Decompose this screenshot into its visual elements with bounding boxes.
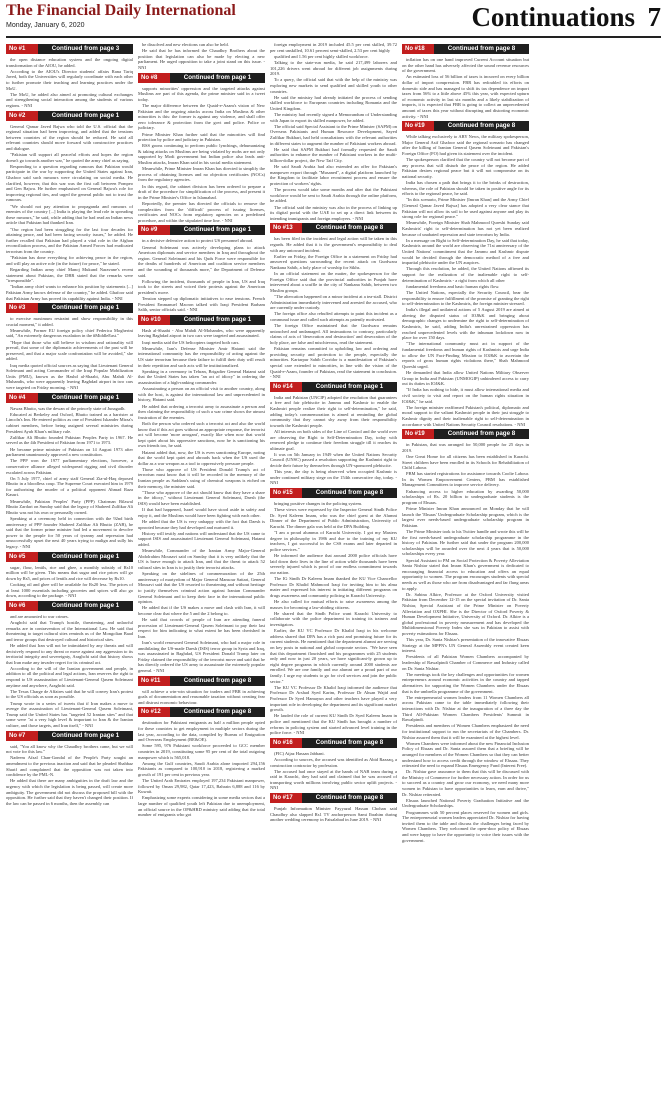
paragraph: in a decisive defensive action to protect US personnel abroad. xyxy=(142,238,254,244)
column-3 xyxy=(270,42,397,1114)
paragraph: "Hope that those who still believe in wisdom and rationality will prevail, that some of the diplomatic achievements of the past will be preserved, and that a major scale confrontation will be avoided," she added. xyxy=(6,339,133,362)
story-number: No #6 xyxy=(6,601,38,611)
continuation-header xyxy=(6,601,133,611)
paragraph: On 5 July 1977, chief of army staff General Zia-ul-Haq deposed Bhutto in a bloodless coup. The Supreme Court executed him in 1979 for authorising the murder of a political opponent Ahmad Raza Kasuri. xyxy=(6,475,133,498)
continuation-header xyxy=(138,73,265,83)
paragraph: Speaking on the sidelines of commemoration of the 25th anniversary of martyrdom of Major General Mansour Sattari, General Mousavi said that the US resorted to threatening and without heritage to justify themselves criminal action against Iranian Commander General Soleimani and to keep their face in the international public opinion. xyxy=(138,571,265,605)
article-body xyxy=(138,42,265,71)
continued-from-label: Continued from page 8 xyxy=(302,793,397,803)
paragraph: He added that the US is very unhappy with the fact that Daesh is uprooted because they had developed and nurtured it. xyxy=(138,519,265,530)
continuation-header xyxy=(402,121,529,131)
page-number: 7 xyxy=(647,2,661,32)
article-continuation xyxy=(270,488,397,736)
article-body xyxy=(402,57,529,119)
article-continuation xyxy=(138,676,265,706)
paragraph: He said the ministry had already initiated the process of sending skilled workforce to European countries including Romania and the United Kingdom. xyxy=(270,94,397,111)
paragraph: Cooking oil and ghee will be available for Rs20 less. The prices of at least 1000 essentials including groceries and spices will also go down, according to the package. - NNI xyxy=(6,581,133,599)
article-body xyxy=(138,689,265,706)
story-number: No #17 xyxy=(270,793,302,803)
article-body xyxy=(402,442,529,843)
article-body xyxy=(270,806,397,823)
paragraph: Earlier, the KU VC Professor Dr Khalid Iraqi in his welcome address shared that DPA has a rich past and promising future for its current students. He mentioned that the department alumni are serving on key posts in national and global corporate sectors. "We have seen that this department flourished and his programmes with 25 students only and now in just 20 years, we have significant-ly grown up to eight degree programs in which currently around 2000 students are enrolled. We are one family and our alumni are a proud part of our family. I urge my students to go for civil services and join the public sector." xyxy=(270,628,397,684)
paragraph: Meanwhile, Foreign Minister Shah Mahmood Qureshi Sunday said Kashmiris' right to self-determination has not yet been realized because of unabated repression and state terrorism by India. xyxy=(402,220,529,237)
article-body xyxy=(6,565,133,599)
paragraph: Meanwhile, Prime Minister Imran Khan has directed to simplify the process of obtaining licenses and no objection certificates (NOCs) from the regulatory agencies. xyxy=(138,166,265,183)
paragraph: "If India has nothing to hide, it must allow international media and civil society to visit and report on the human rights situation in IOJ&K," he said. xyxy=(402,387,529,404)
article-body xyxy=(138,238,265,313)
article-columns xyxy=(6,42,661,1114)
paragraph: The Prime Minister took to his Twitter handle and wrote this will be the first needs-based undergraduate scholarship programme in the history of Pakistan. He further said that under the program 200,000 scholarships will be awarded over the next 4 years that is 50,000 scholarships every year. xyxy=(402,529,529,557)
column-2 xyxy=(138,42,265,1114)
paragraph: Special Assistant to PM on Social Protection & Poverty Alleviation Sania Nishtar stated that Imran Khan's government is dedicated to encouraging financial access to education and offers an equal opportunity to women. The program encourages students with special needs as well as those who are from disadvantaged and far flung areas to apply. xyxy=(402,557,529,591)
paragraph: Nawaz Bhutto, was the dewan of the princely state of Junagadh. xyxy=(10,405,126,411)
paragraph: He lauded the role of current KU Sindh Dr Syed Kaleem Imam in police and mentioned that the KU Sindh has brought a number of reforms in policing system and started advanced level training in the police force. - NNI xyxy=(270,713,397,736)
paragraph: While talking exclusively to ARY News, the military spokesperson, Major General Asif Ghafoor said the regional scenario has changed after the killing of Iranian General Qasem Soleimani and Pakistan's Foreign Office (FO) had given its statement over the incident. xyxy=(402,134,529,156)
continuation-header xyxy=(402,44,529,54)
paragraph: Presidents and members of Women Chambers emphasized the need for institutional support to run the secretariats of the Chambers. Dr. Nishtar assured them that it will be examined at the highest level. xyxy=(402,723,529,740)
paragraph: If that had happened, Israel would have stood aside in safety and enjoy it, and the Muslims would have been fighting with each other. xyxy=(138,507,265,518)
continuation-header xyxy=(270,488,397,498)
paragraph: Programmes with 50 percent places reserved for women and girls. The entrepreneurial women leaders appreciated Dr. Nishtar for having invited them to the table and discuss the challenges being faced by Women Chambers. They welcomed the open-door policy of Ehsaas and were happy to have the opportunity to voice their issues with the government. xyxy=(402,809,529,843)
article-continuation xyxy=(6,601,133,729)
continued-from-label: Continued from page 8 xyxy=(434,44,529,54)
article-continuation xyxy=(402,121,529,427)
paragraph: the open distance education system and the ongoing digital transformation of the AIOU, he added. xyxy=(6,57,133,68)
article-continuation xyxy=(270,793,397,823)
continuation-header xyxy=(6,731,133,741)
continued-from-label: Continued from page 1 xyxy=(38,111,133,121)
continued-from-label: Continued from page 1 xyxy=(38,552,133,562)
paragraph: said, "You all know why the Chaudhry brothers came, but we will not vote for this law." xyxy=(6,743,133,755)
paragraph: The foreign office also rebuffed attempts to paint this incident as a communal issue and called such attempts as patently motivated. xyxy=(270,311,397,323)
paragraph: It was on 5th January in 1949 when the United Nations Security Council (UNSC) passed a resolution supporting the Kashmiri right to decide their future by themselves through UN-sponsored plebiscite. xyxy=(270,451,397,469)
paragraph: Some 595, 976 Pakistani workforce proceeded to GCC member countries in 2019, constituting some 95 per cent of the total outgoing manpower which is 565,018. xyxy=(138,743,265,760)
paragraph: Earlier on Friday, the Foreign Office in a statement on Friday had answered questions surrounding the recent attack on Gurdwara Nankana Sahib, a holy place of worship for Sikhs. xyxy=(270,253,397,270)
article-continuation xyxy=(6,111,133,302)
paragraph: Araghchi said that Trump's hostile, threatening, and unlawful remarks are in contravention of the International Law. He said that threatening to target cultural sites reminds us of the Mongolian Baad and terror groups that destroyed cultural and historical sites. xyxy=(6,619,133,642)
paragraph: All interests on both sides of the Line of Control and the world over are observing the Right to Self-Determination Day, today with renewed pledge to continue their freedom struggle till it reaches its ultimate goal. xyxy=(270,428,397,451)
paragraph: He also called for mutual efforts to raise awareness among the masses for becoming a law-abiding citizens. xyxy=(270,599,397,610)
paragraph: Through this resolution, he added, the United Nations affirmed its support for the realization of the inalienable right to self-determination of Kashmiris - a right from which all other xyxy=(402,266,529,283)
issue-date: Monday, January 6, 2020 xyxy=(6,22,85,29)
continued-from-label: Continued from page 8 xyxy=(302,738,397,748)
paragraph: History will testify and nations will understand that the US came to support ISIS and assassinated Lieutenant General Soleimani, Hatami added. xyxy=(138,530,265,547)
story-number: No #18 xyxy=(402,44,434,54)
article-continuation xyxy=(402,429,529,843)
article-continuation xyxy=(6,731,133,807)
paragraph: "Our region had been struggling for the last four decades for attaining peace, and had been facing security issues," he added. He further recalled that Pakistan had played a vital role in the Afghan reconciliation process, and the Pakistan Armed Forces had eradicated terrorism from the country. xyxy=(6,226,133,254)
paragraph: The KU VC Professor Dr Khalid Iraqi informed the audience that Professor Dr Arshad Syed Karim, Professor Dr Ahsan Wajid and Professor Dr Syed Hamayun and other teachers have played a very important role in developing the department and its significant market growth. xyxy=(270,684,397,713)
continuation-header xyxy=(6,44,133,54)
paragraph: destination for Pakistani emigrants as half a million people opted for these countries to get employment in multiple sectors during the last year, according to the data, compiled by Bureau of Emigration and Overseas Employment (BE&OE). xyxy=(138,720,265,743)
paragraph: The entrepreneurial women leaders from 11 Women Chambers all across Pakistan came to the table immediately following their interactions with Dr. Nishtar at the inauguration of a three day the Third All-Pakistan Women Chambers Presidents' Summit in Rawalpindi. xyxy=(402,694,529,723)
paragraph: "Pakistan will support all peaceful efforts and hopes the region doesn't go towards another war," he quoted the army chief as saying. xyxy=(6,152,133,163)
article-continuation xyxy=(6,44,133,109)
paragraph: Iraq media quoted official sources as saying that Lieutenant General Soleimani and acting Commander of the Iraqi Popular Mobilization Units (PMU), known as the Hashd al-Shaabi, Abu Mahdi Al-Muhandis, who were apparently leaving Baghdad airport in two cars were targeted on Friday morning. - NNI xyxy=(6,362,133,390)
paragraph: Meanwhile, Commander of the Iranian Army Major-General Abdolrahim Mousavi said on Sunday that it is very unlikely that the US is brave enough to attack Iran, and that the threat to attack 52 cultural sites in Iran is to justify their terrorist attacks. xyxy=(138,548,265,570)
continuation-header xyxy=(138,676,265,686)
continuation-header xyxy=(270,738,397,748)
paragraph: "In this scenario, Prime Minister [Imran Khan] and the Army Chief [General Qamar Javed Bajwa] has adopted a very clear stance that Pakistan will not allow its soil to be used against anyone and play its strong role for regional peace." xyxy=(402,197,529,220)
paragraph: He demanded that India allow United Nations Military Observer Group in India and Pakistan (UNMOGIP) unhindered access to carry out its duties in IOJ&K. xyxy=(402,370,529,387)
paragraph: The accused had once stayed at the hands of NAB team during a raid in Karachi, they had said and claimed that he was accused of transporting worth millions involving public sector uplift projects. - NNI xyxy=(270,768,397,791)
paragraph: Hatami added that, now, the US is even sanctioning Europe, noting that the world kept quiet and abroads back when the US used the dollar as a war weapon as a tool to oppressively pressure people. xyxy=(138,449,265,466)
article-continuation xyxy=(6,552,133,599)
paragraph: He informed the audience that around 2000 police officials have laid down their lives in the line of action while thousands have been severely injured which is proof of our endless commitment towards our nation. xyxy=(270,553,397,575)
article-continuation xyxy=(138,73,265,224)
paragraph: has been filed in the incident and legal action will be taken in this regards. He added that it is the government's responsibility to deal with any untoward incident. xyxy=(270,236,397,253)
paragraph: General Soleimani was actively developing plans to attack American diplomats and service members in Iraq and throughout the region. General Soleimani and his Quds Force were responsible for the deaths of hundreds of American and coalition service members and the wounding of thousands more," the Department of Defense said. xyxy=(138,244,265,278)
continued-from-label: Continued from page 1 xyxy=(38,303,133,313)
paragraph: Assassinating a person on an official visit to another country, along with the host, is against the international law and unprecedented in history, Hatami said. xyxy=(138,386,265,403)
article-continuation xyxy=(6,393,133,550)
paragraph: These views were expressed by the Inspector General Sindh Police Dr. Syed Kaleem Imam, who was the chief guest at the Alumni Dinner of the Department of Public Administration, University of Karachi. The dinner gala was held at the DPA Building. xyxy=(270,507,397,529)
paragraph: "The altercation happened on a minor incident at a tea-stall. District Administration immediately intervened and arrested the accused, who are currently under custody. xyxy=(270,294,397,311)
continuation-header xyxy=(6,393,133,403)
continued-from-label: Continued from page 1 xyxy=(38,601,133,611)
paragraph: He added that ordering a terrorist army to assassinate a person and then claiming the responsibility of such a war crime shows the utmost frustration of the enemies. xyxy=(138,403,265,420)
continuation-header xyxy=(270,223,397,233)
paragraph: Dr. Nishtar gave assurance to them that this will be discussed with the Ministry of Commerce for further necessary action. In order for us to succeed as a country and grow our economy, we need many more women in Pakistan to have opportunities to learn, earn and thrive," Dr. Nishtar reiterated. xyxy=(402,769,529,797)
paragraph: inflation has on one hand improved Current Account situation but on the other hand has adversely affected the sound revenue resources of the government. xyxy=(402,57,529,74)
article-body xyxy=(270,395,397,486)
article-body xyxy=(270,751,397,791)
paragraph: and are amounted to war crimes. xyxy=(10,613,69,619)
story-number: No #8 xyxy=(138,73,170,83)
story-number: No #5 xyxy=(6,552,38,562)
article-body xyxy=(6,57,133,109)
paragraph: India's illegal and unilateral actions of 5 August 2019 are aimed at altering the disputed status of IOJ&K and bringing about demographic changes to undermine the right to self-determination of Kashmiris, he said, adding India's unrestrained oppression has reached unprecedented levels with the inhuman lockdown now in place for over 150 days. xyxy=(402,307,529,341)
paragraph: An estimated loss of 56 billion of taxes is incurred on every billion dollar of import compression. FBR has redoubled its efforts on domestic side and has managed to shift its tax dependence on import taxes from 56% to a little above 45% this year, with expected upturn of economic activity in last six months and a likely stabilization of imports, it is expected that FBR is going to collect an unprecedented amount of taxes this year without disrupting and distorting economic activity. - NNI xyxy=(402,74,529,119)
continuation-header xyxy=(270,793,397,803)
paragraph: Educated at Berkeley and Oxford, Bhutto trained as a barrister at Lincoln's Inn. He entered politics as one of President Iskander Mirza's cabinet members, before being assigned several ministries during President Ayub Khan's military rule. xyxy=(6,411,133,434)
paragraph: India and Pakistan (UNCIP) adopted the resolution that guarantees a free and fair plebiscite in Jammu and Kashmir to enable the Kashmiri people realize their right to self-determination," he said, adding today's commemoration is aimed at reminding the global community that they cannot shy away from their responsibility towards the Kashmiri people. xyxy=(270,394,397,428)
paragraph: The foreign minister reaffirmed Pakistan's political, diplomatic and moral support to the valiant Kashmiri people in their just struggle to Kashmir dignity and their inalienable right to self-determination in accordance with United Nations Security Council resolutions. - NNI xyxy=(402,404,529,427)
article-continuation xyxy=(270,42,397,221)
article-continuation xyxy=(138,707,265,817)
paragraph: Pakistan remains committed to upholding law and ordering and providing security and protection to the people, especially the minorities. Kartarpur Sahib Corridor is a manifestation of Pakistan's special care extended to minorities, in line with the vision of the Quaid-e-Azam, founder of Pakistan, read the statement in conclusion. - NNI xyxy=(270,346,397,380)
paragraph: He became prime minister of Pakistan on 14 August 1973 after parliament unanimously approved a new constitution. xyxy=(6,446,133,458)
article-body xyxy=(6,406,133,550)
paragraph: General Qamar Javed Bajwa who told the U.S. official that the regional situation had been improving, and added that the tensions between countries of the region should be reduced. He said all relevant countries should move forward with constructive practices and dialogue. xyxy=(6,123,133,151)
continuation-header xyxy=(6,552,133,562)
paragraph: Presidents of all Pakistan Women Chambers accompanied by leadership of Rawalpindi Chamber of Commerce and Industry called on Dr. Sania Nishtar. xyxy=(402,654,529,671)
article-body xyxy=(6,124,133,302)
paragraph: India has chosen a path that brings it to the brinks of destruction, whereas, the role of Pakistan should be taken in positive angle for its efforts to the regional peace, he said. xyxy=(402,180,529,197)
paragraph: Reportedly, the premier has directed the officials to remove the complexities from the 'difficult' process of issuing licenses, certificates and NOCs from regulatory agencies on a predefined procedure, and within the stipulated time line. - NNI xyxy=(138,201,265,223)
paragraph: The MoU, he added also aimed at promoting cultural exchanges and strengthening social interaction among the students of various regions. - NNI xyxy=(6,91,133,108)
story-number: No #12 xyxy=(138,707,170,717)
article-body xyxy=(270,236,397,379)
article-body xyxy=(270,42,397,221)
column-1 xyxy=(6,42,133,1114)
paragraph: He said that crowds of people of Iran are attending funeral procession of Lieutenant-General Qasem Soleimani to pay their last respect for him indicating to what extent he has been cherished in Iran. xyxy=(138,617,265,639)
article-continuation xyxy=(6,303,133,391)
paragraph: Iran's world renowned General Soleimani, who had a major role in annihilating the US-made Daesh (ISIS) terror group in Syria and Iraq, was assassinated in Baghdad, US President Donald Trump later on Friday claimed the responsibility of the terrorist move and said that he has directly ordered the US army to assassinate the extremely popular general. - NNI xyxy=(138,640,265,673)
continued-from-label: Continued from page 8 xyxy=(434,121,529,131)
story-number: No #13 xyxy=(270,223,302,233)
paragraph: Those who approve of US President Donald Trump's act of terrorism must know that it will be recorded in the memory of the Iranian people as Saddam's using of chemical weapons is etched on their memory, the minister said. xyxy=(138,466,265,489)
continued-from-label: Continued from page 8 xyxy=(170,676,265,686)
continuation-header xyxy=(6,111,133,121)
paragraph: Hash al-Shaabi - Abu Mahdi Al-Mohandes, who were apparently leaving Baghdad airport in two cars were targeted and assassinated. xyxy=(138,327,265,339)
paragraph: Prime Minister Khan further said that the minorities will find protection by police and judiciary in Pakistan. xyxy=(138,131,265,143)
article-body xyxy=(138,720,265,817)
paragraph: Iraqi media said the US helicopters targeted both cars. xyxy=(142,339,240,345)
paragraph: qualified and 1.56 per cent highly skilled workforce. xyxy=(274,53,369,59)
continued-from-label: Continued from page 1 xyxy=(170,73,265,83)
paragraph: in Pakistan, that was arranged for 50,000 people for 25 days in 2019. xyxy=(402,442,529,453)
paragraph: He said that he has informed the Chaudhry Brothers about the position that legislation can also be made by electing a new parliament. He urged opposition to take a joint stand on this issue. - NNI xyxy=(138,48,265,70)
paragraph: "Those who approve of the act should know that they have a share in the idiocy," without Lieutenant General Soleimani, Daesh (the ISIS) would have been established. xyxy=(138,489,265,507)
column-4 xyxy=(402,42,529,1114)
paragraph: "Indian army chief wants to enhance his position by statements [...] Pakistan Army knows defense of the country," he added. Ghafoor said that Pakistan Army has proved its capability against India. - NNI xyxy=(6,284,133,301)
story-number: No #3 xyxy=(6,303,38,313)
paragraph: Zulfikar Ali Bhutto founded Pakistan Peoples Party in 1967. He served as the 4th President of Pakistan from 1971 to 1973. xyxy=(6,434,133,446)
paragraph: In an official statement on the matter, the spokesperson for the Foreign Office said that the provincial authorities in Punjab have intervened about a scuffle in the city of Nankana Sahib, between two Muslim groups. xyxy=(270,271,397,293)
paragraph: To a query, the official said that with the help of the ministry was exploring new markets to send qualified and skilled youth to other countries. xyxy=(270,77,397,94)
paragraph: This year, Dr. Sania Nishtar's presentation of the innovative Ehsaas Strategy at the MPPN's UN General Assembly event created keen interest. xyxy=(402,637,529,654)
paragraph: He added that if the US makes a move and clash with Iran, it will become clear that where the 5 and the 2 belong to. xyxy=(138,605,265,616)
paragraph: will achieve a win-win situation for traders and FBR in achieving goals of documentation and reasonable taxation without creating fear and distrust economic behaviour. xyxy=(138,688,265,705)
continuation-header xyxy=(270,382,397,392)
continued-from-label: Continued from page 1 xyxy=(170,225,265,235)
article-continuation xyxy=(402,44,529,119)
masthead xyxy=(6,0,661,38)
continuation-header xyxy=(138,315,265,325)
paragraph: The foreign Office maintained that the Gurdwara remains untouched and undamaged. All insinuations to contrary, particularly claims of acts of 'desecration and destruction' and desecration of the holy place, are false and mischievous, read the statement. xyxy=(270,323,397,345)
paragraph: The official said Special Assistant to the Prime Minister (SAPM) on Overseas Pakistanis and Human Resource Development, Sayed Zulfikar Bukhari, had held consultations with the relevant authorities in different states to augment the number of Pakistani workers abroad. xyxy=(270,123,397,146)
paragraph: The meetings took the key challenges and opportunities for women entrepreneurs around economic activities in the country and tapped alternatives for supporting the Women Chambers under the Ehsaas that is the umbrella programme of the government. xyxy=(402,671,529,694)
paragraph: be dissolved and new elections can also be held. xyxy=(142,42,229,47)
paragraph: Among the Gulf countries, Saudi Arabia alone imported 294,156 Pakistanis as compared to 100,910 in 2018, registering a marked growth of 191 per cent in previous year. xyxy=(138,760,265,777)
continued-from-label: Continued from page 3 xyxy=(38,44,133,54)
newspaper-name: The Financial Daily International xyxy=(6,2,236,19)
continuation-header xyxy=(6,303,133,313)
story-number: No #14 xyxy=(270,382,302,392)
paragraph: foreign employment in 2019 included 45.5 per cent skilled, 39.72 per cent unskilled, 10.61 percent semi-skilled, 2.53 per cent highly xyxy=(270,42,397,53)
article-continuation xyxy=(270,738,397,791)
paragraph: He said Saudi Arabia had also extended an offer for Pakistan's manpower export through "Musaned", a digital platform launched by the Kingdom to facilitate labor recruitment process and ensure the protection of workers' rights. xyxy=(270,164,397,186)
paragraph: Talking to the state-run media, he said 217,499 laborers and 101,226 drivers went abroad for different job assignments during 2019. xyxy=(270,59,397,77)
article-continuation xyxy=(270,382,397,486)
paragraph: Speaking in a ceremony in Tehran, Brigadier General Hatami said that the United States has taken "an act of idiocy" in ordering the assassination of a high-ranking commander. xyxy=(138,368,265,385)
continued-from-label: Continued from page 1 xyxy=(170,315,265,325)
paragraph: He added that Iran will not be intimidated by any threats and will decisively respond to any threat or move against any aggression to its territorial integrity and sovereignty, Araghchi said that history shows that Iran make any invader regret for its criminal act. xyxy=(6,642,133,665)
paragraph: "I am a proud alumnus of Karachi University. I got my Masters degree in philosophy in 1986 and due to the training of my KU teachers, I got successful in the CSS exams and later departed in police services." xyxy=(270,530,397,552)
paragraph: Speaking at a ceremony held in connection with the 92nd birth anniversary of PPP founder Shaheed Zulfikar Ali Bhutto (ZAB), he said that the former prime minister had led a movement to devolve power to the people for 50 years of tyranny and repression had unsuccessfully upset the nest 40 years trying to malign and sully his legacy. - NNI xyxy=(6,516,133,549)
paragraph: Meanwhile, Pakistan Peoples' Party (PPP) Chairman Bilawal Bhutto Zardari on Sunday said that the legacy of Shaheed Zulfikar Ali Bhutto was not his own or personally owned. xyxy=(6,498,133,515)
paragraph: The IG Sindh Dr Kaleem Imam thanked the KU Vice Chancellor Professor Dr Khalid Mahmood Iraqi for inviting him to his alma mater and expressed his interest in initiating different programs on drugs awareness and community policing in Karachi University. xyxy=(270,576,397,598)
paragraph: Meanwhile, Iran's Defense Minister Amir Hatami said the international community has the responsibility of acting against the US state terrorism because their failure to fulfill their duty will result in their repetition and such acts will be institutionalized. xyxy=(138,345,265,368)
continued-from-label: Continued from page 8 xyxy=(170,707,265,717)
paragraph: The PPP won the 1977 parliamentary elections, however, a conservative alliance alleged widespread rigging and civil disorder escalated across Pakistan. xyxy=(6,458,133,475)
story-number: No #2 xyxy=(6,111,38,121)
paragraph: supports minorities' oppression and the targeted attacks against Muslims are part of this agenda, the prime minister said in a tweet today. xyxy=(138,85,265,102)
article-body xyxy=(270,501,397,736)
story-number: No #16 xyxy=(270,738,302,748)
article-body xyxy=(6,744,133,807)
continued-from-label: Continued from page 1 xyxy=(38,731,133,741)
paragraph: The process would take some months and after that the Pakistani workforce would be sent to Saudi Arabia through the online platform, he added. xyxy=(270,187,397,204)
paragraph: The Texas Charge de Affaires said that he will convey Iran's protest to the US officials as soon as possible. xyxy=(6,688,133,700)
paragraph: Women Chambers were informed about the new Financial Inclusion Policy of Ehsaas and Dr. Sania assured them that a briefing will be arranged for members of the Women Chambers so that they can better understand how to access credit through the window of Ehsaas. They reiterated the need to expand Ehsaas Emergency Fund (Interest Free). xyxy=(402,740,529,769)
article-body xyxy=(402,134,529,427)
paragraph: According to the AIOU's Director students' affairs Rana Tariq Javed, both the Universities will regularly coordinate with each other to further promote their teaching and learning practices under the MoU. xyxy=(6,68,133,91)
paragraph: Enhancing access to higher education by awarding 50,000 scholarships of Rs. 20 billion to undergraduate students is the program of Ehsaas. xyxy=(402,488,529,505)
paragraph: "The international community must act in support of the fundamental freedoms and human rights of Kashmiris and urge India to allow the UN Fact-Finding Mission to IOJ&K to ascertain the reports of gross human rights violations there," Shah Mahmood Qureshi urged. xyxy=(402,341,529,369)
continued-from-label: Continued from page 8 xyxy=(302,223,397,233)
paragraph: The United Nations, especially the Security Council, bear the responsibility to ensure fulfillment of the promise of granting the right to self-determination to the Kashmiris, the foreign minister stressed. xyxy=(402,289,529,307)
article-body xyxy=(6,614,133,729)
story-number: No #19 xyxy=(402,121,434,131)
paragraph: Emphasizing some experts considering in some media sectors that a large number of qualified youth left Pakistan due to unemployment, an official source in the OP&HRD ministry said adding that the total number of emigrants who got xyxy=(138,795,265,818)
paragraph: In this regard, the cabinet division has been ordered to prepare a draft of the procedure for simplification of the process, and present it in the Prime Minister's Office in Islamabad. xyxy=(138,183,265,200)
paragraph: He said that SAPM Bukhari had formally requested the Saudi authorities to enhance the number of Pakistani workers in the multi-billion-dollar project, the New Taif City. xyxy=(270,146,397,164)
paragraph: According to sources, the accused was identified as Abid Razzaq, a construction contractor by profession. xyxy=(270,756,397,768)
paragraph: Punjab Information Minister Fayyazul Hassan Chohan said Chaudhry also slapped Rs1 TV anchorperson Sami Ibrahim during another wedding ceremony in Faisalabad in June 2019. - NNI xyxy=(270,806,397,823)
paragraph: This year, the day is being observed when occupied Kashmir is under continued military siege on the 154th consecutive day, today. - NNI xyxy=(270,469,397,486)
paragraph: He shared that the Sindh Police want Karachi University to collaborate with the police department in training its trainers and investigators. xyxy=(270,610,397,628)
paragraph: bringing positive changes in the policing system. xyxy=(274,501,363,507)
story-number: No #9 xyxy=(138,225,170,235)
continued-from-label: Continued from page 8 xyxy=(434,429,529,439)
continuation-header xyxy=(138,707,265,717)
paragraph: Regarding Indian army chief Manoj Mukund Naravane's recent statement about Pakistan, the DBR stated that the remarks were "irresponsible". xyxy=(6,266,133,284)
paragraph: Dr. Sabina Alkire, Professor at the Oxford University visited Pakistan from December 12-15 on the special invitation of Dr. Sania Nishtar, Special Assistant of the Prime Minister on Poverty Alleviation and OXPHI. She is the Director of Oxford Poverty & Human Development Initiative, University of Oxford. Dr. Alkire is a global professional in poverty measurement and has developed the Multidimensional Poverty Index she was in Pakistan to assist with poverty estimations for Ehsaas. xyxy=(402,591,529,636)
paragraph: The United Arab Emirates employed 197,234 Pakistani manpower, followed by Oman 29,982, Qatar 17,423, Bahrain 6,888 and 116 by Kuwait. xyxy=(138,778,265,795)
story-number: No #1 xyxy=(6,44,38,54)
continued-from-label: Continued from page 8 xyxy=(302,488,397,498)
paragraph: Following the incident, thousands of people in Iran, US and Iraq took to the streets and voiced their protests against the American president's move. xyxy=(138,278,265,295)
paragraph: Nadeem Afzal Chan-Gondal of the People's Party sought an amendment to the previous inaction and said that he pleaded Shahbaz Sharif and complained that the opposition was not taken into confidence by the PML-N. xyxy=(6,755,133,778)
story-number: No #7 xyxy=(6,731,38,741)
story-number: No #4 xyxy=(6,393,38,403)
continued-from-label: Continued from page 1 xyxy=(38,393,133,403)
paragraph: The major difference between the Quaid-e-Azam's vision of New Pakistan and the ongoing attacks across India on Muslims & other minorities is this: the former is against any violence, and shall offer zero tolerance & protection from the govt and police. Police or judiciary. xyxy=(138,102,265,131)
paragraph: PBM has started registrations for assistance towards Coolie Labour. In its Women Empowerment Centers, PBM has established Management Committees to improve service delivery. xyxy=(402,471,529,488)
continuation-header xyxy=(402,429,529,439)
paragraph: The ministry had recently signed a Memorandum of Understanding with Japan to export its skilled manpower, he added. xyxy=(270,112,397,123)
article-body xyxy=(6,316,133,391)
paragraph: (FIC) Aijaz Hassan Jabbani. xyxy=(274,750,325,756)
paragraph: Ehsaas launched National Poverty Graduation Initiative and the Undergraduate Scholarships. xyxy=(402,797,529,809)
paragraph: Responding to a question regarding rumours that Pakistan would participate in the war by supporting the United States against Iran, Ghafoor said such rumours were circulating on social media. He clarified, however, that this war was the first call between Pompeo and Gen Bajwa. He further emphasised on General Bajwa's role for improving regional ties, and urged the general public not to trust the rumours. xyxy=(6,163,133,203)
story-number: No #15 xyxy=(270,488,302,498)
paragraph: He added that there are many ambiguities in the draft law and the urgency with which the legislation is being passed, will create more ambiguity. The government did not discuss the proposed bill with the opposition. He further said that they haven't changed their position. If the law can be passed in 6 months, then the assembly can xyxy=(6,778,133,806)
paragraph: The spokesperson clarified that the country will not become part of any process that will disturb the peace of the region. He added Pakistan desires regional peace but it will not compromise on its national security. xyxy=(402,157,529,179)
paragraph: sugar, flour, lentils, rice and ghee, a monthly subsidy of Rs10 million will be given. This means that sugar and rice prices will go down by Rs5, and prices of lentils and rice will decrease by Rs10. xyxy=(6,564,133,581)
article-continuation xyxy=(138,225,265,313)
paragraph: "Pakistan has done everything for achieving peace in the region, and will play an active role (in the future) for peace," he stated. xyxy=(6,255,133,266)
article-body xyxy=(138,328,265,674)
article-continuation xyxy=(138,315,265,674)
story-number: No #11 xyxy=(138,676,170,686)
story-number: No #19 xyxy=(402,429,434,439)
story-number: No #10 xyxy=(138,315,170,325)
article-body xyxy=(138,86,265,224)
article-continuation xyxy=(270,223,397,379)
paragraph: to exercise maximum restraint and show responsibility in this crucial moment," it added. xyxy=(6,316,133,327)
paragraph: Both the person who ordered such a terrorist act and also the world know that if this act goes without an appropriate response, the terrorist act will become 'more arrogant', exactly like when now that world kept quiet about his oppressive sanctions, now he is sanctioning his own friends too, he said. xyxy=(138,420,265,449)
paragraph: Tension stepped up diplomatic initiatives to ease tensions. French President Emmanuel Macron talked with Iraqi President Barham Salih, senior officials said. - NNI xyxy=(138,296,265,313)
paragraph: According to the will of the Iranian government and people, in addition to all the political and legal actions, Iran reserves the right to respond to US assassination of Lieutenant-General Qasem Soleimani anytime and anywhere, Araghchi said. xyxy=(6,665,133,688)
paragraph: In a message on Right to Self-determination Day, he said that today, Kashmiris around the world are observing the 71st anniversary of the United Nations' commitment that the Jammu and Kashmir dispute would be decided through the democratic method of a free and impartial plebiscite under the UN auspices. xyxy=(402,237,529,266)
paragraph: RSS goons continuing to perform public lynchings, dehumanizing & taking attacks on Muslims are being violated by mobs are not only supported by Modi government but Indian police also leads anti-Muslim attacks, Imran Khan said in his social media statement. xyxy=(138,143,265,166)
continued-from-label: Continued from page 1 xyxy=(302,382,397,392)
section-title: Continuations xyxy=(471,2,635,32)
paragraph: fundamental freedoms and basic human rights flow. xyxy=(406,283,500,289)
paragraph: One Great Home for all citizens has been established in Karachi. Street children have been enrolled in its Schools for Rehabilitation of Child Labour. xyxy=(402,453,529,471)
paragraph: "We should not pay attention to propaganda and rumours of enemies of the country [...] India is playing the lead role in spreading these rumours," he said, while adding that he had read an Indian news article that Pakistan had thanked Iran. xyxy=(6,203,133,226)
paragraph: Meanwhile, Former EU foreign policy chief Federica Mogherini said, "An extremely dangerous escalation in the #MiddleEast." xyxy=(6,327,133,339)
paragraph: The official said the ministry was also in the process of linking up its digital portal with the UAE to set up a direct link between its intending immigrants and foreign employers. - NNI xyxy=(270,204,397,221)
article-continuation xyxy=(138,42,265,71)
paragraph: Prime Minister Imran Khan announced on Monday that he will launch the 'Ehsaas' Undergraduate Scholarship program, which is the largest ever needs-based undergraduate scholarship program in Pakistan. xyxy=(402,506,529,528)
continuation-header xyxy=(138,225,265,235)
paragraph: Trump wrote in a series of tweets that if Iran makes a move to avenge the assassination of Lieutenant-General Qasem Soleimani, Trump said the United States has "targeted 52 Iranian sites" and that some were "at a very high level & important to Iran & the Iranian culture, and those targets, and Iran itself," - NNI xyxy=(6,700,133,728)
